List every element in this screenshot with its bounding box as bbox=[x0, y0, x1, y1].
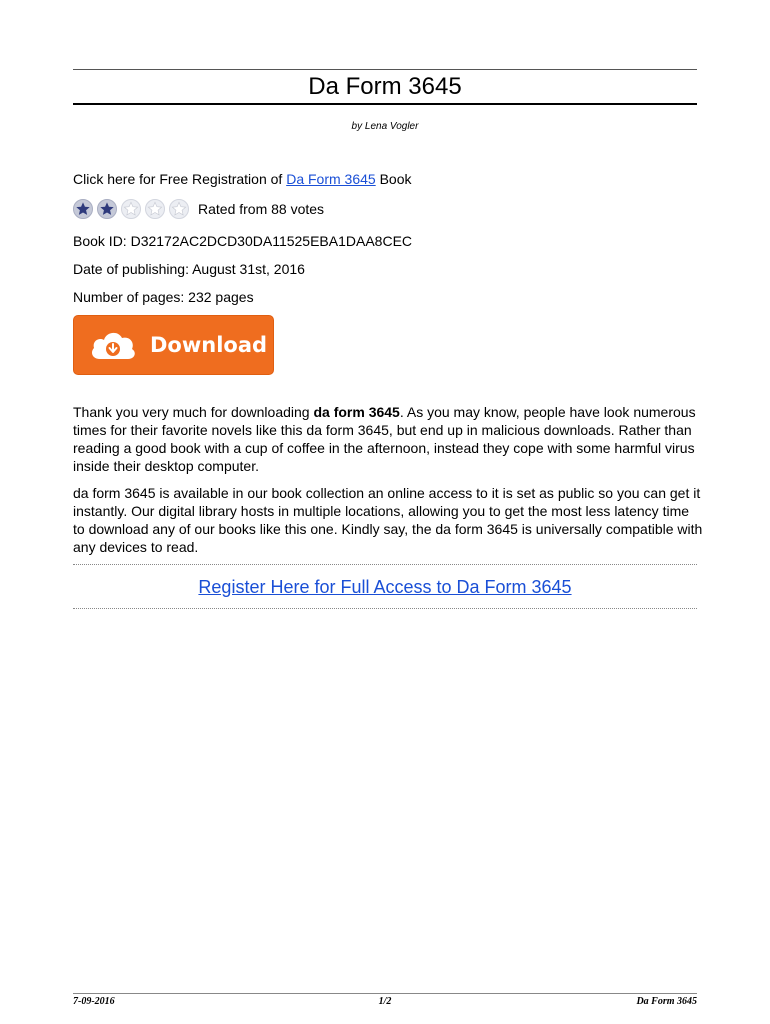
dotted-divider-bottom bbox=[73, 608, 697, 609]
star-icon[interactable] bbox=[73, 199, 93, 219]
registration-line bbox=[73, 170, 412, 188]
registration-prefix: Click here for Free Registration of bbox=[73, 171, 287, 187]
publishing-date: Date of publishing: August 31st, 2016 bbox=[73, 261, 305, 277]
footer-date: 7-09-2016 bbox=[73, 996, 115, 1007]
registration-link[interactable]: Da Form 3645 bbox=[286, 171, 376, 187]
intro-paragraph bbox=[73, 403, 703, 475]
header-title-rule bbox=[73, 103, 697, 105]
register-link[interactable]: Register Here for Full Access to Da Form 3645 bbox=[198, 577, 572, 597]
footer-rule bbox=[73, 993, 697, 994]
footer-title: Da Form 3645 bbox=[636, 996, 697, 1007]
page-count: Number of pages: 232 pages bbox=[73, 289, 254, 305]
author-byline: by Lena Vogler bbox=[351, 121, 419, 132]
star-rating bbox=[73, 198, 324, 220]
download-button-label: Download bbox=[150, 333, 268, 357]
footer-page-number: 1/2 bbox=[378, 996, 392, 1007]
intro-text-end: . As you may know, people have look numerous times for their favorite novels like this da form 3645, but end up in malicious downloads. Rather than reading a good book with a cup of coffee in the afternoon, instead they cope with some harmful virus inside their desktop computer. bbox=[73, 404, 696, 474]
registration-suffix: Book bbox=[375, 171, 412, 187]
star-icon[interactable] bbox=[121, 199, 141, 219]
dotted-divider-top bbox=[73, 564, 697, 565]
download-button[interactable] bbox=[73, 315, 274, 375]
intro-text-start: Thank you very much for downloading bbox=[73, 404, 314, 420]
availability-paragraph: da form 3645 is available in our book collection an online access to it is set as public so you can get it instantly. Our digital library hosts in multiple locations, allowing you to get the most less latency time to download any of our books like this one. Kindly say, the da form 3645 is universally compatible with any devices to read. bbox=[73, 485, 703, 555]
star-icon[interactable] bbox=[145, 199, 165, 219]
cloud-download-icon bbox=[88, 327, 138, 363]
star-icon[interactable] bbox=[97, 199, 117, 219]
document-title: Da Form 3645 bbox=[308, 73, 462, 100]
intro-text-bold: da form 3645 bbox=[313, 404, 400, 420]
book-id: Book ID: D32172AC2DCD30DA11525EBA1DAA8CEC bbox=[73, 233, 413, 249]
rating-votes-text: Rated from 88 votes bbox=[198, 201, 325, 217]
header-top-rule bbox=[73, 69, 697, 70]
star-icon[interactable] bbox=[169, 199, 189, 219]
